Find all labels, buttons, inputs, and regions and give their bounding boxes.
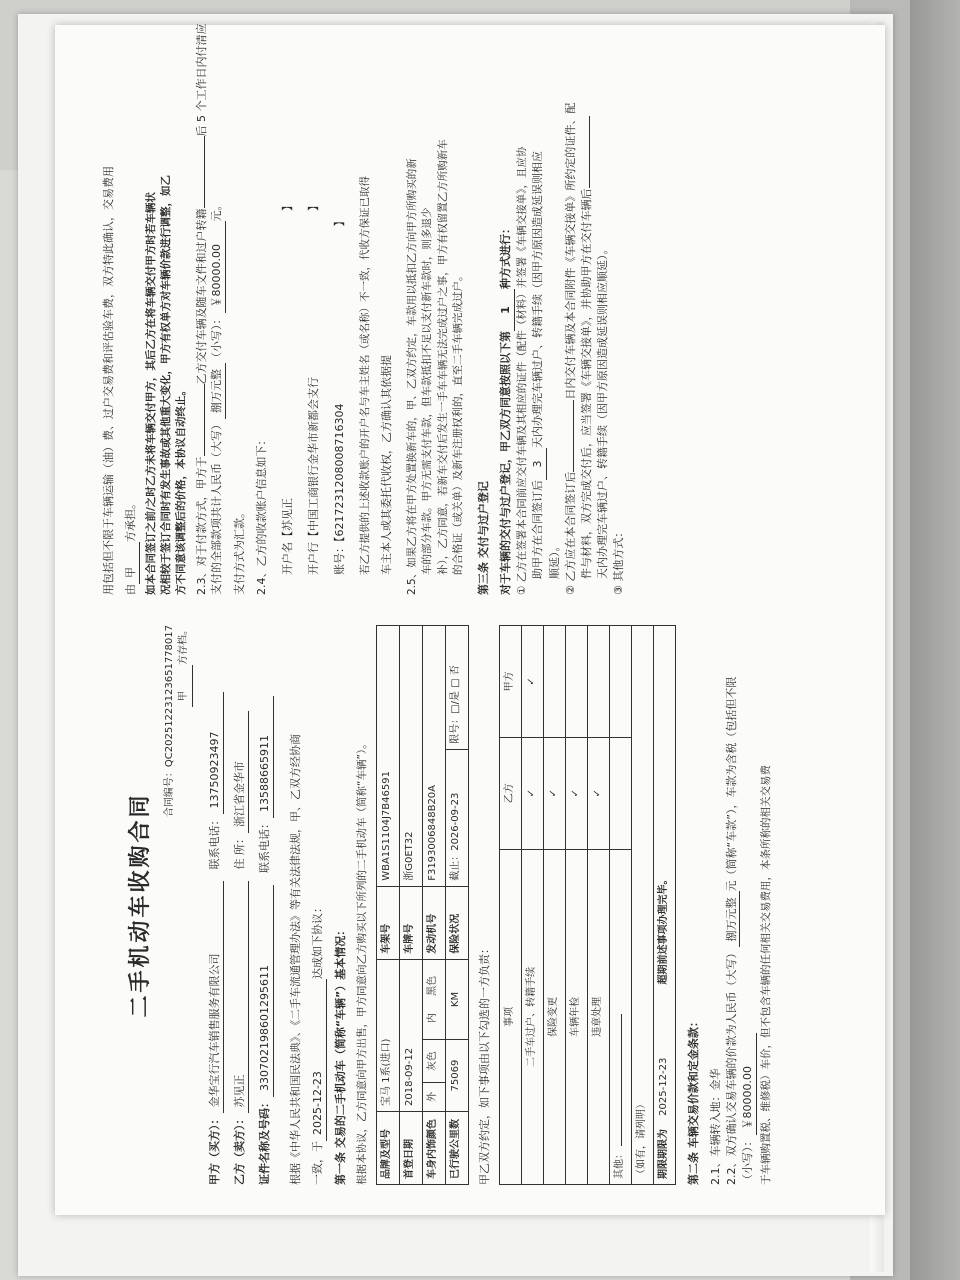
- duty-row: [565, 626, 587, 1185]
- vehicle-info-table: [376, 625, 469, 1185]
- p23-row-2: [209, 50, 226, 595]
- party-a-phone-label: 联系电话：: [207, 814, 221, 870]
- duty-other-blank: [621, 1014, 622, 1146]
- duty-check-b: ✓: [521, 737, 543, 849]
- p23-text-a: 乙方交付车辆及随车文件和过户转籍: [194, 208, 208, 385]
- duty-item: 车辆年检: [565, 849, 587, 1184]
- duty-other-a: [609, 626, 631, 738]
- contract-page-1: [95, 625, 777, 1185]
- vin-label: 车架号: [376, 886, 399, 959]
- interior-value: 黑色: [427, 975, 439, 996]
- p22-amount: ￥80000.00: [740, 1034, 757, 1136]
- duty-other-note: （如有，请列明）: [631, 626, 653, 1185]
- deadline-cell: [653, 626, 675, 1185]
- duty-row: [543, 626, 565, 1185]
- item2-row-c: [579, 50, 595, 579]
- item2-text-c: 件与材料，双方完成交付后，应当签署《车辆交接单》，并协助甲方在交付车辆后: [580, 188, 594, 579]
- party-a-row: [207, 625, 224, 1185]
- p25-line-3: 补），乙方同意，若新车交付后发生一手车车辆无法完成过户之事，甲方有权留置乙方所购新车: [436, 139, 449, 575]
- intro-text: 根据《中华人民共和国民法典》、《二手车流通管理办法》等有关法律法规，甲、乙双方经协商: [288, 734, 302, 1185]
- mileage-label: 已行驶公里数: [445, 1112, 468, 1185]
- duty-head-item: 事项: [499, 849, 521, 1184]
- account-number-label: 账号：【: [333, 536, 347, 575]
- account-number-close: 】: [333, 215, 347, 227]
- account-bank-row: [306, 50, 322, 575]
- p22-text-d: 用包括但不限于车辆运输（油）费、过户交易费和评估验车费，双方特此确认，交易费用: [102, 166, 115, 595]
- party-a-label: 甲方（买方）：: [207, 1113, 221, 1185]
- contract-sheet: [55, 25, 885, 1215]
- delivery-method-number: 1: [498, 289, 515, 331]
- p21-value: 金华: [708, 1068, 722, 1091]
- engine-value: F3193006848B20A: [422, 626, 445, 887]
- p23-amount-cn: 捌万元整: [209, 363, 226, 419]
- item1-text-c: 天内办理完车辆过户、转籍手续（因甲方原因造成延误则相应: [531, 151, 545, 448]
- account-bank: 中国工商银行金华市新都会支行: [307, 377, 321, 531]
- fee-bearer: 甲: [123, 542, 140, 584]
- p22-text-e: 由: [123, 584, 137, 595]
- article-3-lead-suffix: 种方式进行：: [499, 223, 513, 289]
- edge-shadow: [910, 0, 960, 1280]
- mileage-unit: KM: [445, 959, 468, 1039]
- article-3-lead-row: [498, 50, 515, 595]
- mileage-value: 75069: [445, 1040, 468, 1112]
- item1-line-a: ① 乙方在签署本合同前应交付车辆及其相应的证件（配件（材料）并签署《车辆交接单》，且应协: [516, 146, 528, 595]
- p23-label: 2.3、对于付款方式，甲方于: [194, 456, 208, 595]
- p22-text-a: 2.2、双方确认交易车辆的价款为人民币（大写）: [724, 947, 738, 1185]
- agreement-date: 2025-12-23: [310, 979, 327, 1141]
- p23-blank: [204, 385, 205, 457]
- duty-other-cell: [609, 849, 631, 1184]
- duty-check-a: [587, 626, 609, 738]
- account-name-close: 】: [281, 200, 295, 211]
- intro-prefix: 一致，于: [310, 1141, 324, 1185]
- p23-small-label: （小写）：: [210, 313, 224, 363]
- item2-row-a: [563, 50, 579, 595]
- item2-text-d: 天内办理完车辆过户、转籍手续（因甲方原因造成延误则相应顺延）。: [595, 243, 609, 579]
- article-1-text: 根据本协议，乙方同意向甲方出售，甲方同意向乙方购买以下所列的二手机动车（简称“车辆”）。: [355, 738, 368, 1185]
- p23-text-c: 支付的全部款项共计人民币（大写）: [210, 419, 224, 595]
- duty-table: [499, 625, 676, 1185]
- engine-label: 发动机号: [422, 886, 445, 959]
- p25-line-2: 车的部分车款。甲方无需支付车款，但车款抵扣不足以支付新车款时，则多退少: [421, 207, 434, 575]
- p22-small-row: [740, 625, 757, 1185]
- p25-line-4: 的合格证（或关单）及新车注册权利的，直至二手车辆完成过户。: [451, 270, 464, 575]
- p23-text-b: 后 5 个工作日内付清应: [194, 23, 208, 137]
- article-3-heading: 第三条 交付与过户登记: [477, 481, 491, 595]
- item2-blank-2: [589, 117, 590, 189]
- duty-intro: 甲乙双方约定，如下事项由以下勾选的一方负责：: [477, 943, 491, 1185]
- account-name-label: 开户名【: [281, 531, 295, 575]
- duty-other-b: [609, 737, 631, 849]
- plate-value: 浙G0ET32: [399, 626, 422, 887]
- p22-small-label: （小写）：: [741, 1135, 755, 1185]
- duty-head-a: 甲方: [499, 626, 521, 738]
- item3-text: ③ 其他方式：: [611, 526, 625, 595]
- account-note-1: 若乙方提供的上述收款账户的开户名与车主姓名（或名称）不一致，代收方保证已取得: [359, 176, 372, 575]
- deadline-label: 期限期限为: [657, 1129, 669, 1179]
- duty-check-b: ✓: [543, 737, 565, 849]
- contract-number: QC20251223123651778017: [163, 625, 175, 768]
- duty-check-b: ✓: [587, 737, 609, 849]
- contract-title: 二手机动车收购合同: [128, 792, 153, 1018]
- duty-item: 保险变更: [543, 849, 565, 1184]
- duty-row: [587, 626, 609, 1185]
- contract-page-2: [95, 23, 627, 595]
- account-number-row: [332, 50, 348, 575]
- interior-label: 内: [427, 1013, 439, 1024]
- party-a-name: 金华宝行汽车销售服务有限公司: [207, 882, 224, 1114]
- contract-number-label: 合同编号：: [163, 767, 175, 818]
- account-name: 苏见正: [281, 498, 295, 531]
- exterior-label: 外: [422, 1083, 445, 1112]
- duty-check-a: [565, 626, 587, 738]
- p25-line-1: 2.5、如果乙方将在甲方处置换新车的，甲、乙双方约定，车款用以抵扣乙方向甲方所购买的新: [406, 158, 419, 595]
- duty-check-a: [543, 626, 565, 738]
- p21-label: 2.1、车辆转入地：: [708, 1090, 722, 1185]
- party-b-row: [232, 625, 249, 1185]
- insurance-until: 截止：2026-09-23: [445, 749, 468, 886]
- p23-amount: ￥80000.00: [209, 222, 226, 314]
- account-number: 6217231208008716304: [333, 403, 347, 537]
- item1-row-b: [530, 50, 547, 579]
- exterior-value: 灰色: [422, 1040, 445, 1083]
- brand-value: 宝马 1系(进口): [376, 959, 399, 1111]
- p22-text-f: 方承担。: [123, 498, 137, 542]
- p22-fee-row: [123, 50, 140, 595]
- color-label: 车身内饰颜色: [422, 1112, 445, 1185]
- account-name-row: [280, 50, 296, 575]
- p22-amount-cn: 捌万元整: [724, 892, 741, 948]
- contract-number-row: [163, 625, 178, 1185]
- id-label: 证件名称及号码：: [257, 1097, 271, 1185]
- duty-head-b: 乙方: [499, 737, 521, 849]
- account-note-2: 车主本人或其委托代收权，乙方确认其依据提: [380, 355, 394, 575]
- party-b-label: 乙方（卖方）：: [232, 1113, 246, 1185]
- party-b-phone: 13588665911: [257, 696, 274, 818]
- p23-bold-3: 方不同意该调整后的价格，本协议自动终止。: [175, 385, 188, 595]
- reg-date-label: 首登日期: [399, 1112, 422, 1185]
- p24-text: 2.4、乙方的收款账户信息如下：: [255, 434, 269, 595]
- p22-text-b: 元（简称“车款”），车款为含税（包括但不限: [724, 676, 738, 892]
- party-b-address-label: 住 所：: [232, 833, 246, 870]
- party-b-name: 苏见正: [232, 882, 249, 1114]
- archive-party: 甲: [177, 665, 193, 707]
- vin-value: WBA1S1104J7B46591: [376, 626, 399, 887]
- plate-label: 车牌号: [399, 886, 422, 959]
- insurance-label: 保险状况: [445, 886, 468, 959]
- party-a-phone: 13750923497: [207, 693, 224, 815]
- article-2-heading: 第二条 车辆交易价款和定金条款：: [686, 1016, 700, 1185]
- account-bank-close: 】: [307, 200, 321, 211]
- interior-group: [422, 959, 445, 1039]
- article-3-lead: 对于车辆的交付与过户登记，甲乙双方同意按照以下第: [499, 331, 513, 595]
- p23-bold-2: 况相较于签订合同时有发生事故或其他重大变化，甲方有权单方对车辆价款进行调整，如乙: [160, 175, 173, 595]
- intro-date-row: [310, 625, 327, 1185]
- reg-date-value: 2018-09-12: [399, 959, 422, 1111]
- item1-days: 3: [530, 448, 547, 480]
- account-bank-label: 开户行【: [307, 531, 321, 575]
- party-b-address: 浙江省金华市: [232, 711, 249, 833]
- deadline-note: 超期前述事项办理完毕。: [657, 874, 669, 985]
- item1-text-d: 顺延）。: [548, 540, 562, 579]
- p23-row-1: [194, 23, 210, 595]
- duty-check-b: ✓: [565, 737, 587, 849]
- duty-check-a: ✓: [521, 626, 543, 738]
- lien-status: 限号：□/是 □ 否: [445, 626, 468, 750]
- brand-label: 品牌及型号: [376, 1112, 399, 1185]
- duty-item: 二手车过户、转籍手续: [521, 849, 543, 1184]
- duty-item: 违章处理: [587, 849, 609, 1184]
- item2-blank-1: [573, 400, 574, 472]
- p23-blank-2: [204, 137, 205, 209]
- deadline-date: 2025-12-23: [657, 1057, 669, 1116]
- item2-text-a: ② 乙方应在本合同签订后: [564, 471, 578, 595]
- p22-row: [724, 625, 741, 1185]
- p23-bold-1: 如本合同签订之前/之时乙方未将车辆交付甲方，其后乙方在将车辆交付甲方时若车辆状: [144, 192, 157, 595]
- item1-text-b: 助甲方在合同签订后: [531, 480, 545, 579]
- article-1-heading: 第一条 交易的二手机动车（简称“车辆”）基本情况：: [333, 924, 347, 1185]
- party-b-phone-label: 联系电话：: [257, 818, 271, 873]
- p23-text-d: 支付方式为汇款。: [233, 507, 247, 595]
- id-row: [257, 625, 274, 1185]
- archive-note: [177, 625, 193, 1185]
- duty-row: [521, 626, 543, 1185]
- p21-row: [708, 625, 724, 1185]
- p22-text-c: 于车辆购置税、维修税）车价，但不包含车辆的任何相关交易费用，本条所称的相关交易费: [760, 765, 773, 1185]
- p23-unit: 元。: [210, 199, 224, 222]
- id-number: 330702198601295611: [257, 885, 274, 1097]
- archive-suffix: 方存档。: [178, 625, 190, 665]
- intro-suffix: 达成如下协议：: [310, 902, 324, 979]
- item2-text-b: 日内交付车辆及本合同附件《车辆交接单》所约定的证件、配: [564, 102, 578, 400]
- duty-other-label: 其他：: [613, 1149, 625, 1179]
